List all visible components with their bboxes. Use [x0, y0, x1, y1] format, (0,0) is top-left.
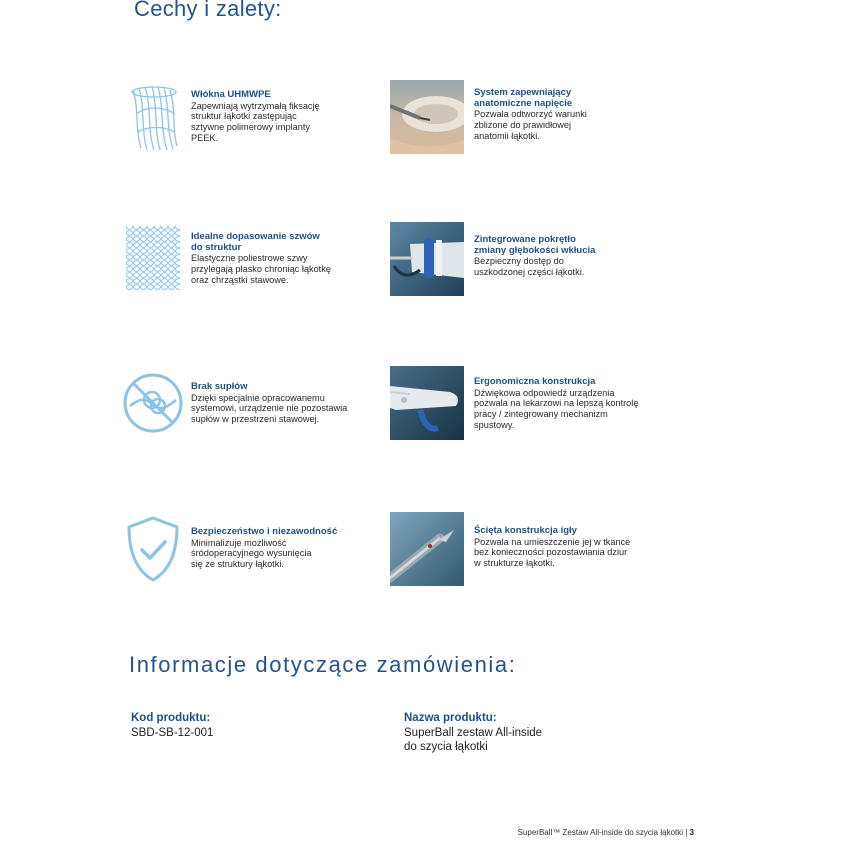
feature-text: Pozwala odtworzyć warunki zbliżone do prawidłowej anatomii łąkotki. — [474, 109, 587, 141]
feature-ergonomic — [474, 377, 674, 431]
feature-no-knots — [191, 382, 391, 425]
section-title-features: Cechy i zalety: — [134, 0, 282, 21]
section-title-ordering: Informacje dotyczące zamówienia: — [129, 652, 517, 677]
no-knot-icon — [122, 370, 184, 436]
feature-depth-knob — [474, 235, 674, 278]
feature-text: Dzięki specjalnie opracowanemu systemowi, urządzenie nie pozostawia supłów w przestrzeni stawowej. — [191, 392, 348, 425]
feature-title: Ergonomiczna konstrukcja — [474, 376, 596, 387]
feature-title: Włókna UHMWPE — [191, 89, 271, 100]
product-code-label: Kod produktu: — [131, 712, 211, 724]
feature-uhmwpe — [191, 90, 391, 144]
feature-suture-fit — [191, 232, 391, 285]
feature-text: Bezpieczny dostęp do uszkodzonej części łąkotki. — [474, 256, 585, 277]
page-number: 3 — [689, 828, 694, 837]
feature-text: Elastyczne poliestrowe szwy przylegają płasko chroniąc łąkotkę oraz chrząstki stawowe. — [191, 253, 331, 285]
feature-title: Idealne dopasowanie szwów do struktur — [191, 231, 320, 253]
page-footer — [518, 828, 694, 837]
product-name-label: Nazwa produktu: — [404, 712, 497, 724]
feature-beveled-needle — [474, 526, 674, 569]
feature-text: Pozwala na umieszczenie jej w tkance bez konieczności pozostawiania dziur w strukturze łąkotki. — [474, 536, 631, 569]
feature-anatomic-tension — [474, 88, 674, 141]
feature-title: Ścięta konstrukcja igły — [474, 525, 577, 536]
feature-title: Brak supłów — [191, 381, 248, 392]
footer-text: SuperBall™ Zestaw All-inside do szycia łąkotki | — [517, 828, 688, 837]
feature-title: System zapewniający anatomiczne napięcie — [474, 87, 573, 109]
feature-text: Zapewniają wytrzymałą fiksację struktur łąkotki zastępując sztywne polimerowy implanty PEEK. — [191, 100, 320, 143]
shield-check-icon — [124, 515, 182, 583]
ergonomic-handle-photo — [390, 366, 464, 440]
feature-safety — [191, 527, 381, 570]
beveled-needle-photo — [390, 512, 464, 586]
feature-title: Bezpieczeństwo i niezawodność — [191, 526, 338, 537]
product-code-value: SBD-SB-12-001 — [131, 727, 214, 739]
product-name-value: SuperBall zestaw All-inside do szycia łąkotki — [404, 727, 543, 753]
feature-title: Zintegrowane pokrętło zmiany głębokości wkłucia — [474, 234, 596, 256]
depth-knob-photo — [390, 222, 464, 296]
fiber-strands-icon — [127, 84, 185, 154]
meniscus-tension-photo — [390, 80, 464, 154]
feature-text: Dźwiękowa odpowiedź urządzenia pozwala na lekarzowi na lepszą kontrolę pracy / zintegrowany mechanizm spustowy. — [474, 387, 639, 430]
feature-text: Minimalizuje możliwość śródoperacyjnego wysunięcia się ze struktury łąkotki. — [191, 537, 312, 570]
mesh-pattern-icon — [126, 224, 180, 292]
